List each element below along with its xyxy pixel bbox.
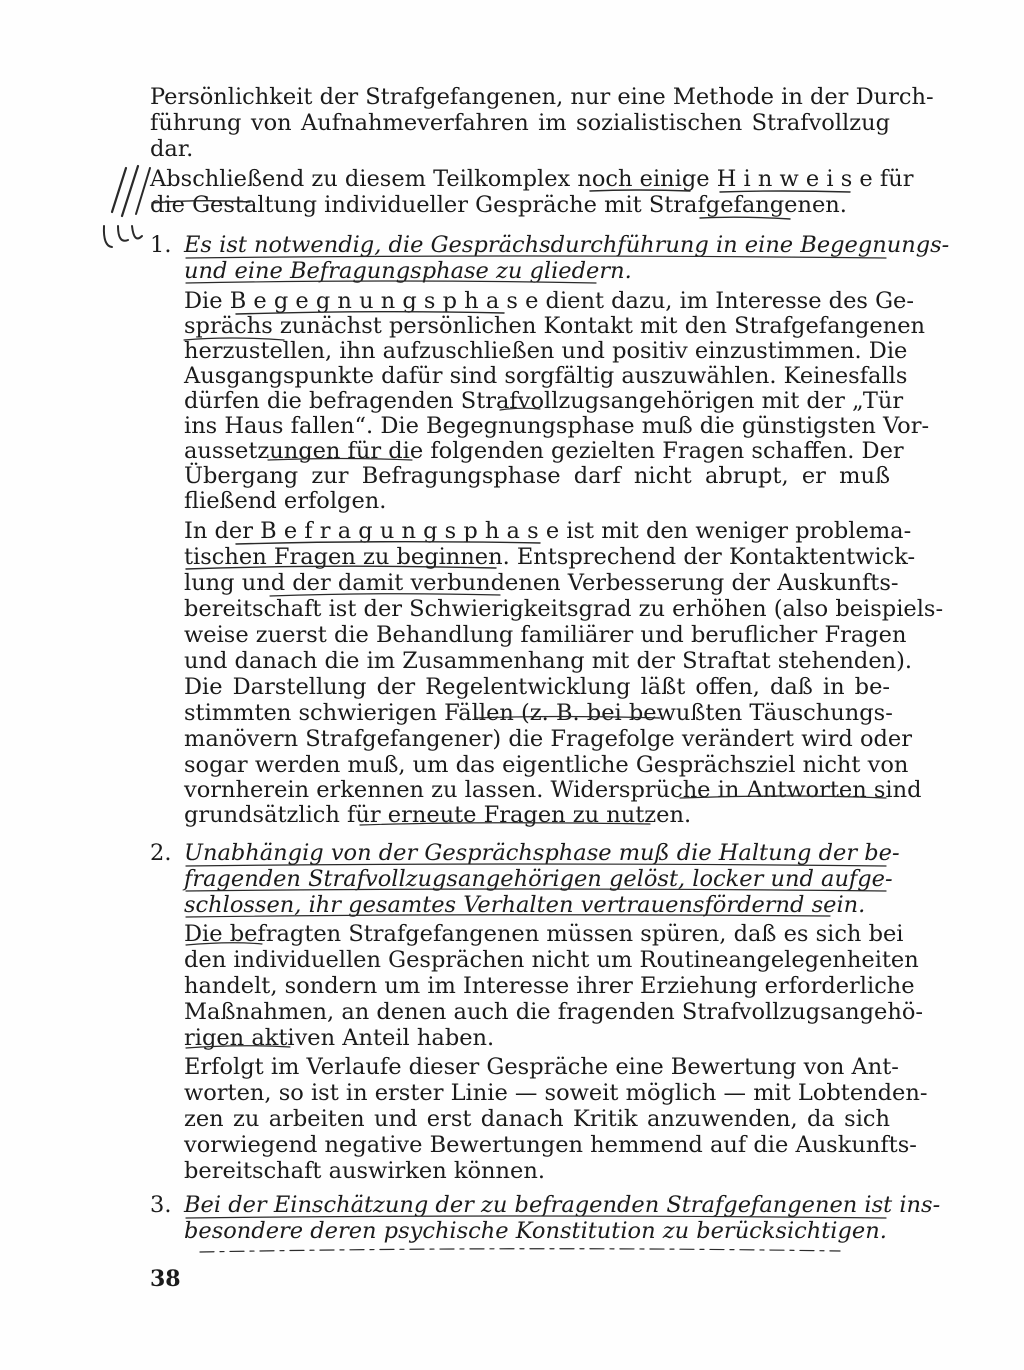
text-line: grundsätzlich für erneute Fragen zu nutzen. [184, 802, 692, 828]
text-line: und danach die im Zusammenhang mit der Straftat stehenden). [184, 648, 913, 674]
text-line: führung von Aufnahmeverfahren im sozialistischen Strafvollzug [150, 110, 890, 136]
text-line: Abschließend zu diesem Teilkomplex noch einige H i n w e i s e für [150, 166, 914, 192]
text-line: Ausgangspunkte dafür sind sorgfältig auszuwählen. Keinesfalls [184, 363, 908, 389]
text-line: die Gestaltung individueller Gespräche mit Strafgefangenen. [150, 192, 847, 218]
text-line: tischen Fragen zu beginnen. Entsprechend der Kontaktentwick- [184, 544, 916, 570]
text-line: ins Haus fallen“. Die Begegnungsphase muß die günstigsten Vor- [184, 413, 930, 439]
text-line: bereitschaft auswirken können. [184, 1158, 545, 1184]
text-line: In der B e f r a g u n g s p h a s e ist mit den weniger problema- [184, 518, 912, 544]
underline-mark [200, 1249, 840, 1252]
text-line: dürfen die befragenden Strafvollzugsangehörigen mit der „Tür [184, 388, 904, 414]
text-line: Die B e g e g n u n g s p h a s e dient dazu, im Interesse des Ge- [184, 288, 914, 314]
text-line: herzustellen, ihn aufzuschließen und positiv einzustimmen. Die [184, 338, 908, 364]
text-line: Die befragten Strafgefangenen müssen spüren, daß es sich bei [184, 921, 904, 947]
text-line: den individuellen Gesprächen nicht um Routineangelegenheiten [184, 947, 919, 973]
text-line: Maßnahmen, an denen auch die fragenden Strafvollzugsangehö- [184, 999, 923, 1025]
text-line: sprächs zunächst persönlichen Kontakt mit den Strafgefangenen [184, 313, 926, 339]
text-line: zen zu arbeiten und erst danach Kritik anzuwenden, da sich [184, 1106, 890, 1132]
margin-mark [112, 168, 126, 212]
margin-mark [104, 226, 112, 247]
text-line: Die Darstellung der Regelentwicklung läßt offen, daß in be- [184, 674, 890, 700]
text-line: Übergang zur Befragungsphase darf nicht abrupt, er muß [184, 463, 890, 489]
margin-mark [122, 166, 138, 216]
text-line: fließend erfolgen. [184, 488, 387, 514]
item-number: 3. [150, 1192, 172, 1218]
text-line: bereitschaft ist der Schwierigkeitsgrad zu erhöhen (also beispiels- [184, 596, 944, 622]
text-line: rigen aktiven Anteil haben. [184, 1025, 495, 1051]
text-line: weise zuerst die Behandlung familiärer und beruflicher Fragen [184, 622, 907, 648]
text-line: lung und der damit verbundenen Verbesserung der Auskunfts- [184, 570, 899, 596]
text-line: handelt, sondern um im Interesse ihrer Erziehung erforderliche [184, 973, 915, 999]
text-line: sogar werden muß, um das eigentliche Gesprächsziel nicht von [184, 752, 909, 778]
text-line: aussetzungen für die folgenden gezielten Fragen schaffen. Der [184, 438, 904, 464]
margin-mark [132, 226, 142, 238]
page-number: 38 [150, 1266, 181, 1292]
text-line: vorwiegend negative Bewertungen hemmend auf die Auskunfts- [184, 1132, 917, 1158]
text-line: Erfolgt im Verlaufe dieser Gespräche eine Bewertung von Ant- [184, 1054, 899, 1080]
margin-mark [118, 226, 128, 241]
text-line: dar. [150, 136, 194, 162]
item-number: 2. [150, 840, 172, 866]
item-heading-line: schlossen, ihr gesamtes Verhalten vertrauensfördernd sein. [184, 892, 866, 918]
text-line: manövern Strafgefangener) die Fragefolge verändert wird oder [184, 726, 912, 752]
text-line: stimmten schwierigen Fällen (z. B. bei bewußten Täuschungs- [184, 700, 893, 726]
item-heading-line: fragenden Strafvollzugsangehörigen gelöst, locker und aufge- [184, 866, 893, 892]
item-heading-line: Es ist notwendig, die Gesprächsdurchführung in eine Begegnungs- [184, 232, 950, 258]
text-line: vornherein erkennen zu lassen. Widersprüche in Antworten sind [184, 777, 922, 803]
item-heading-line: Unabhängig von der Gesprächsphase muß die Haltung der be- [184, 840, 900, 866]
text-line: Persönlichkeit der Strafgefangenen, nur eine Methode in der Durch- [150, 84, 934, 110]
margin-mark [136, 168, 150, 214]
item-heading-line: Bei der Einschätzung der zu befragenden Strafgefangenen ist ins- [184, 1192, 941, 1218]
text-line: worten, so ist in erster Linie — soweit möglich — mit Lobtenden- [184, 1080, 928, 1106]
item-number: 1. [150, 232, 172, 258]
item-heading-line: und eine Befragungsphase zu gliedern. [184, 258, 632, 284]
item-heading-line: besondere deren psychische Konstitution zu berücksichtigen. [184, 1218, 887, 1244]
